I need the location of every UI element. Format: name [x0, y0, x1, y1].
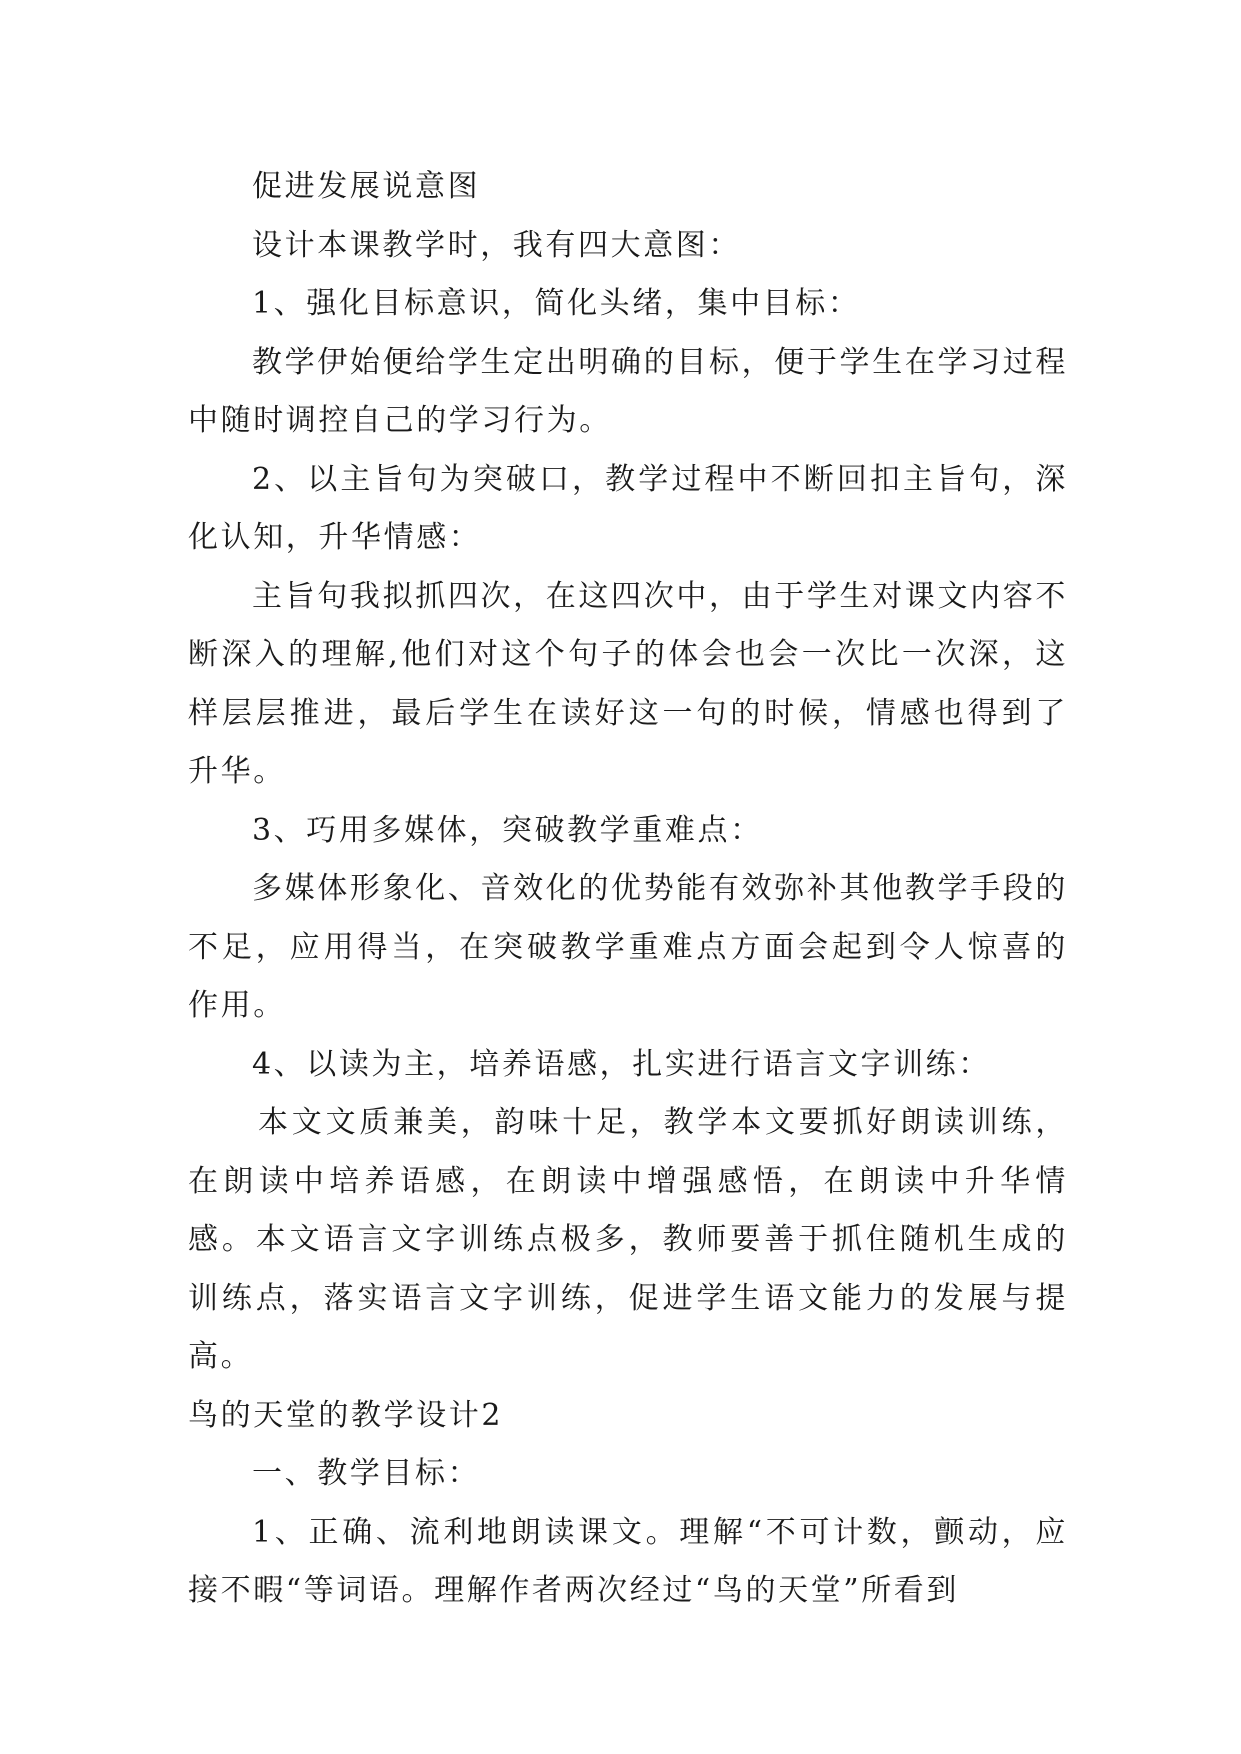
paragraph-point-3-body: 多媒体形象化、音效化的优势能有效弥补其他教学手段的不足，应用得当，在突破教学重难点方面会起到令人惊喜的作用。	[188, 871, 1068, 1023]
section-title: 鸟的天堂的教学设计2	[188, 1397, 504, 1433]
paragraph-point-1-body: 教学伊始便给学生定出明确的目标，便于学生在学习过程中随时调控自己的学习行为。	[188, 344, 1068, 438]
paragraph-objective-1: 1、正确、流利地朗读课文。理解“不可计数，颤动，应接不暇“等词语。理解作者两次经过“鸟的天堂”所看到	[188, 1514, 1068, 1608]
paragraph-point-1: 1、强化目标意识，简化头绪，集中目标：	[252, 286, 861, 321]
paragraph-intro: 设计本课教学时，我有四大意图：	[252, 227, 741, 263]
paragraph-point-2: 2、以主旨句为突破口，教学过程中不断回扣主旨句，深化认知，升华情感：	[188, 461, 1068, 555]
paragraph-objectives-heading: 一、教学目标：	[252, 1456, 481, 1491]
paragraph-heading-intent: 促进发展说意图	[252, 169, 481, 204]
document-body	[188, 158, 1068, 1621]
paragraph-point-3: 3、巧用多媒体，突破教学重难点：	[252, 812, 763, 848]
paragraph-point-2-body: 主旨句我拟抓四次，在这四次中，由于学生对课文内容不断深入的理解,他们对这个句子的体会也会一次比一次深，这样层层推进，最后学生在读好这一句的时候，情感也得到了升华。	[188, 578, 1068, 789]
paragraph-point-4-body: 本文文质兼美，韵味十足，教学本文要抓好朗读训练，在朗读中培养语感，在朗读中增强感悟，在朗读中升华情感。本文语言文字训练点极多，教师要善于抓住随机生成的训练点，落实语言文字训练，促进学生语文能力的发展与提高。	[188, 1105, 1068, 1374]
paragraph-point-4: 4、以读为主，培养语感，扎实进行语言文字训练：	[252, 1046, 991, 1082]
